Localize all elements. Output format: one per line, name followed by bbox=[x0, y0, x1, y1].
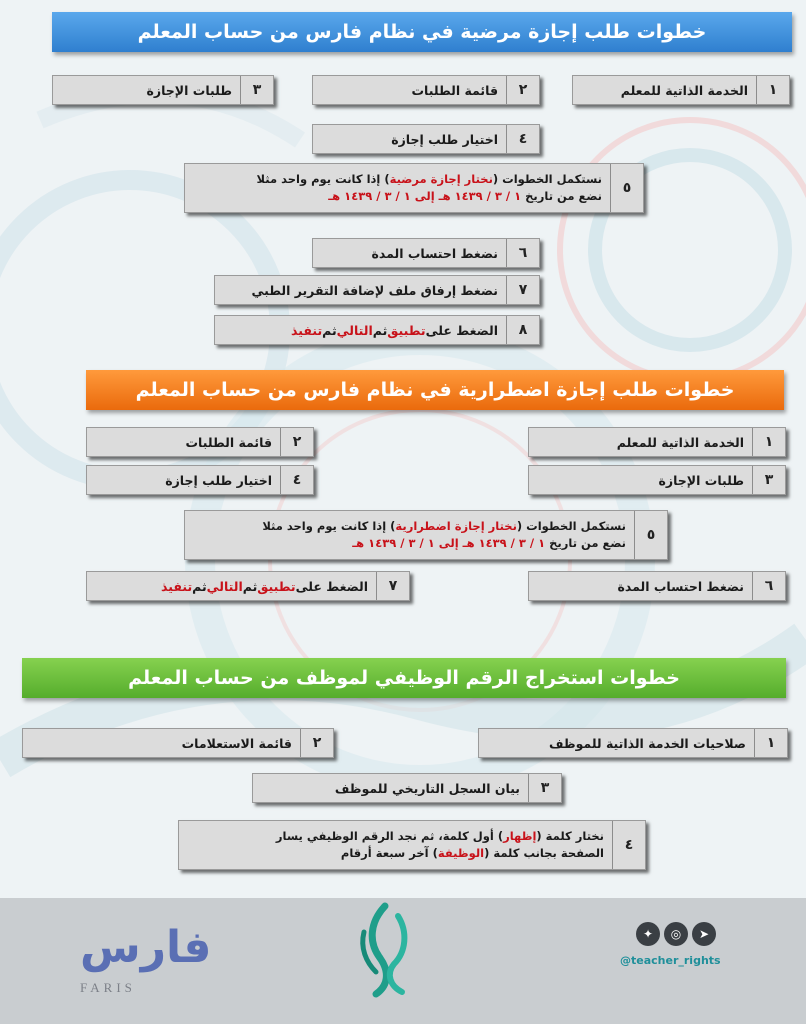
step-label: نضغط إرفاق ملف لإضافة التقرير الطبي bbox=[251, 282, 498, 298]
step-label: اختيار طلب إجازة bbox=[391, 131, 498, 147]
section3-title bbox=[22, 658, 786, 698]
step-number: ٨ bbox=[506, 316, 539, 344]
step-label: نضغط احتساب المدة bbox=[371, 245, 498, 261]
s2-step-2 bbox=[86, 427, 314, 457]
s2-step-5 bbox=[184, 510, 668, 560]
step-number: ٣ bbox=[240, 76, 273, 104]
step-label: الخدمة الذاتية للمعلم bbox=[620, 82, 748, 98]
s2-step-6 bbox=[528, 571, 786, 601]
twitter-icon[interactable]: ✦ bbox=[636, 922, 660, 946]
s1-step-4 bbox=[312, 124, 540, 154]
s1-step-2 bbox=[312, 75, 540, 105]
s1-step-3 bbox=[52, 75, 274, 105]
s1-step-7 bbox=[214, 275, 540, 305]
s3-step-1 bbox=[478, 728, 788, 758]
step-label: نضغط احتساب المدة bbox=[617, 578, 744, 594]
footer-bar bbox=[0, 898, 806, 1024]
step-number: ٤ bbox=[506, 125, 539, 153]
teacher-rights-emblem bbox=[350, 902, 420, 998]
faris-logo-latin: FARIS bbox=[80, 980, 136, 995]
s2-step-3 bbox=[528, 465, 786, 495]
s1-step-6 bbox=[312, 238, 540, 268]
step-number: ٤ bbox=[612, 821, 645, 869]
step-label: قائمة الطلبات bbox=[185, 434, 272, 450]
step-label: الضغط على تطبيق ثم التالي ثم تنفيذ bbox=[291, 322, 498, 338]
step-line-1: نختار كلمة (إظهار) أول كلمة، ثم نجد الرقم الوظيفي يسار bbox=[275, 829, 604, 844]
s3-step-2 bbox=[22, 728, 334, 758]
step-number: ٢ bbox=[506, 76, 539, 104]
step-label: الضغط على تطبيق ثم التالي ثم تنفيذ bbox=[161, 578, 368, 594]
step-label: طلبات الإجازة bbox=[146, 82, 232, 98]
faris-logo-arabic: فارس bbox=[80, 922, 212, 973]
step-number: ٥ bbox=[634, 511, 667, 559]
s1-step-5 bbox=[184, 163, 644, 213]
s3-step-4 bbox=[178, 820, 646, 870]
s1-step-1 bbox=[572, 75, 790, 105]
step-number: ٧ bbox=[506, 276, 539, 304]
step-number: ٥ bbox=[610, 164, 643, 212]
faris-logo bbox=[70, 912, 212, 1002]
step-line-1: نستكمل الخطوات (نختار إجازة مرضية) إذا كانت يوم واحد مثلا bbox=[256, 172, 602, 187]
step-label: قائمة الاستعلامات bbox=[181, 735, 292, 751]
step-label: اختيار طلب إجازة bbox=[165, 472, 272, 488]
s3-step-3 bbox=[252, 773, 562, 803]
step-label: قائمة الطلبات bbox=[411, 82, 498, 98]
step-line-1: نستكمل الخطوات (نختار إجازة اضطرارية) إذا كانت يوم واحد مثلا bbox=[262, 519, 626, 534]
instagram-icon[interactable]: ◎ bbox=[664, 922, 688, 946]
social-handle[interactable]: @teacher_rights bbox=[620, 954, 721, 967]
step-number: ٢ bbox=[300, 729, 333, 757]
section3-title-text: خطوات استخراج الرقم الوظيفي لموظف من حساب المعلم bbox=[128, 667, 680, 689]
step-label bbox=[185, 511, 634, 559]
social-links bbox=[620, 922, 730, 982]
step-number: ٣ bbox=[752, 466, 785, 494]
step-line-2: الصفحة بجانب كلمة (الوظيفة) آخر سبعة أرقام bbox=[340, 846, 604, 860]
section2-title-text: خطوات طلب إجازة اضطرارية في نظام فارس من حساب المعلم bbox=[135, 379, 735, 401]
step-number: ٢ bbox=[280, 428, 313, 456]
step-label: بيان السجل التاريخي للموظف bbox=[334, 780, 520, 796]
step-number: ١ bbox=[752, 428, 785, 456]
telegram-icon[interactable]: ➤ bbox=[692, 922, 716, 946]
step-number: ٦ bbox=[752, 572, 785, 600]
step-number: ٣ bbox=[528, 774, 561, 802]
step-line-2: نضع من تاريخ ١ / ٣ / ١٤٣٩ هـ إلى ١ / ٣ / ١٤٣٩ هـ bbox=[328, 189, 602, 203]
step-label bbox=[185, 164, 610, 212]
step-label: الخدمة الذاتية للمعلم bbox=[616, 434, 744, 450]
step-label bbox=[179, 821, 612, 869]
step-label: طلبات الإجازة bbox=[658, 472, 744, 488]
step-number: ٦ bbox=[506, 239, 539, 267]
section2-title bbox=[86, 370, 784, 410]
step-number: ٤ bbox=[280, 466, 313, 494]
step-number: ١ bbox=[754, 729, 787, 757]
step-number: ٧ bbox=[376, 572, 409, 600]
step-number: ١ bbox=[756, 76, 789, 104]
step-line-2: نضع من تاريخ ١ / ٣ / ١٤٣٩ هـ إلى ١ / ٣ / ١٤٣٩ هـ bbox=[352, 536, 626, 550]
step-label: صلاحيات الخدمة الذاتية للموظف bbox=[548, 735, 746, 751]
section1-title bbox=[52, 12, 792, 52]
s1-step-8 bbox=[214, 315, 540, 345]
s2-step-4 bbox=[86, 465, 314, 495]
section1-title-text: خطوات طلب إجازة مرضية في نظام فارس من حساب المعلم bbox=[137, 21, 707, 43]
s2-step-7 bbox=[86, 571, 410, 601]
s2-step-1 bbox=[528, 427, 786, 457]
